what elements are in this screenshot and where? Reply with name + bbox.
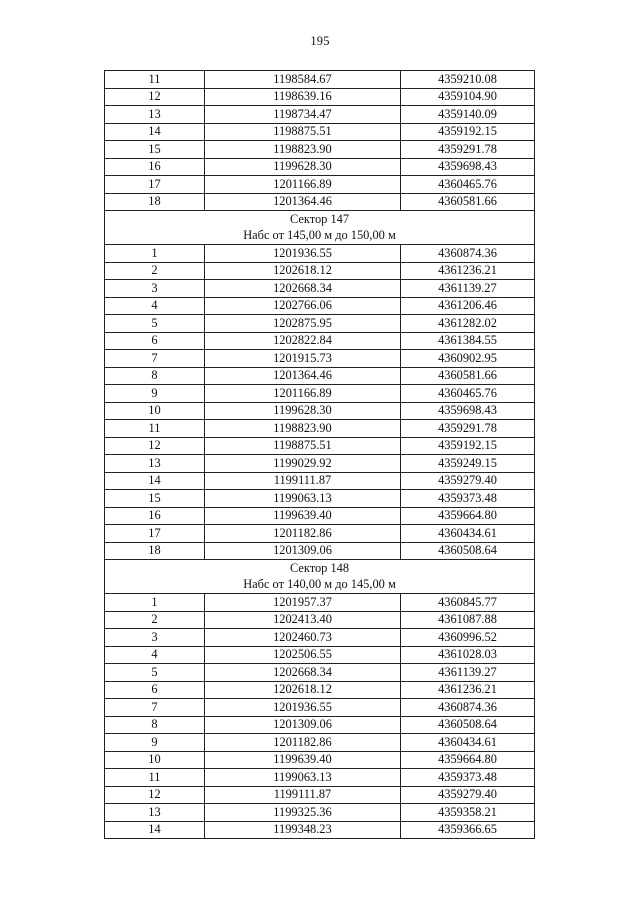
y-coordinate-cell: 4361139.27 [401,280,535,298]
table-row [105,332,535,350]
y-coordinate-cell: 4360508.64 [401,716,535,734]
table-row [105,315,535,333]
point-number-cell: 4 [105,646,205,664]
table-row [105,681,535,699]
y-coordinate-cell: 4359698.43 [401,402,535,420]
x-coordinate-cell: 1198823.90 [205,141,401,159]
x-coordinate-cell: 1199111.87 [205,472,401,490]
x-coordinate-cell: 1199628.30 [205,402,401,420]
point-number-cell: 4 [105,297,205,315]
sector-title: Сектор 147 [105,211,535,228]
y-coordinate-cell: 4359210.08 [401,71,535,89]
table-row [105,542,535,560]
x-coordinate-cell: 1198875.51 [205,437,401,455]
x-coordinate-cell: 1202413.40 [205,611,401,629]
point-number-cell: 1 [105,594,205,612]
y-coordinate-cell: 4360465.76 [401,176,535,194]
point-number-cell: 6 [105,332,205,350]
coordinates-table-body [105,71,535,839]
point-number-cell: 12 [105,437,205,455]
y-coordinate-cell: 4359291.78 [401,420,535,438]
table-row [105,507,535,525]
x-coordinate-cell: 1199639.40 [205,751,401,769]
x-coordinate-cell: 1199325.36 [205,804,401,822]
x-coordinate-cell: 1202618.12 [205,681,401,699]
x-coordinate-cell: 1202822.84 [205,332,401,350]
point-number-cell: 13 [105,804,205,822]
y-coordinate-cell: 4361139.27 [401,664,535,682]
point-number-cell: 10 [105,402,205,420]
sector-title: Сектор 148 [105,560,535,577]
y-coordinate-cell: 4360581.66 [401,367,535,385]
point-number-cell: 18 [105,542,205,560]
x-coordinate-cell: 1202460.73 [205,629,401,647]
x-coordinate-cell: 1201309.06 [205,716,401,734]
x-coordinate-cell: 1198823.90 [205,420,401,438]
point-number-cell: 11 [105,71,205,89]
y-coordinate-cell: 4359664.80 [401,751,535,769]
y-coordinate-cell: 4360508.64 [401,542,535,560]
x-coordinate-cell: 1201182.86 [205,525,401,543]
table-row [105,664,535,682]
table-row [105,472,535,490]
table-row [105,786,535,804]
point-number-cell: 14 [105,821,205,839]
point-number-cell: 9 [105,734,205,752]
table-row [105,176,535,194]
table-row [105,525,535,543]
y-coordinate-cell: 4360874.36 [401,245,535,263]
point-number-cell: 10 [105,751,205,769]
table-row [105,455,535,473]
sector-range-row [105,228,535,245]
x-coordinate-cell: 1201936.55 [205,245,401,263]
x-coordinate-cell: 1201957.37 [205,594,401,612]
x-coordinate-cell: 1198734.47 [205,106,401,124]
y-coordinate-cell: 4359140.09 [401,106,535,124]
point-number-cell: 11 [105,769,205,787]
point-number-cell: 15 [105,490,205,508]
x-coordinate-cell: 1201166.89 [205,385,401,403]
y-coordinate-cell: 4359664.80 [401,507,535,525]
table-row [105,402,535,420]
x-coordinate-cell: 1199029.92 [205,455,401,473]
table-row [105,297,535,315]
x-coordinate-cell: 1199063.13 [205,769,401,787]
x-coordinate-cell: 1202668.34 [205,280,401,298]
table-row [105,245,535,263]
table-row [105,716,535,734]
table-row [105,262,535,280]
point-number-cell: 3 [105,280,205,298]
x-coordinate-cell: 1201182.86 [205,734,401,752]
x-coordinate-cell: 1202618.12 [205,262,401,280]
y-coordinate-cell: 4360581.66 [401,193,535,211]
y-coordinate-cell: 4359249.15 [401,455,535,473]
y-coordinate-cell: 4361236.21 [401,681,535,699]
y-coordinate-cell: 4360996.52 [401,629,535,647]
point-number-cell: 7 [105,350,205,368]
x-coordinate-cell: 1199063.13 [205,490,401,508]
point-number-cell: 16 [105,158,205,176]
table-row [105,490,535,508]
point-number-cell: 16 [105,507,205,525]
table-row [105,280,535,298]
y-coordinate-cell: 4361028.03 [401,646,535,664]
table-row [105,123,535,141]
point-number-cell: 2 [105,611,205,629]
table-row [105,193,535,211]
y-coordinate-cell: 4360465.76 [401,385,535,403]
point-number-cell: 12 [105,786,205,804]
x-coordinate-cell: 1201309.06 [205,542,401,560]
table-row [105,821,535,839]
point-number-cell: 15 [105,141,205,159]
x-coordinate-cell: 1201364.46 [205,367,401,385]
point-number-cell: 18 [105,193,205,211]
point-number-cell: 17 [105,525,205,543]
table-row [105,88,535,106]
table-row [105,437,535,455]
x-coordinate-cell: 1199628.30 [205,158,401,176]
sector-header-row [105,560,535,577]
y-coordinate-cell: 4359192.15 [401,123,535,141]
point-number-cell: 14 [105,472,205,490]
y-coordinate-cell: 4360845.77 [401,594,535,612]
point-number-cell: 1 [105,245,205,263]
sector-range-row [105,577,535,594]
table-row [105,141,535,159]
point-number-cell: 6 [105,681,205,699]
y-coordinate-cell: 4359279.40 [401,472,535,490]
sector-altitude-range: Набс от 145,00 м до 150,00 м [105,228,535,245]
y-coordinate-cell: 4359291.78 [401,141,535,159]
y-coordinate-cell: 4359279.40 [401,786,535,804]
table-row [105,734,535,752]
table-row [105,629,535,647]
point-number-cell: 3 [105,629,205,647]
x-coordinate-cell: 1198639.16 [205,88,401,106]
point-number-cell: 8 [105,716,205,734]
point-number-cell: 5 [105,315,205,333]
table-row [105,699,535,717]
page-number: 195 [310,34,330,48]
x-coordinate-cell: 1202766.06 [205,297,401,315]
x-coordinate-cell: 1202875.95 [205,315,401,333]
sector-header-row [105,211,535,228]
x-coordinate-cell: 1202506.55 [205,646,401,664]
table-row [105,611,535,629]
y-coordinate-cell: 4359373.48 [401,490,535,508]
y-coordinate-cell: 4360434.61 [401,525,535,543]
table-row [105,106,535,124]
table-row [105,646,535,664]
point-number-cell: 2 [105,262,205,280]
y-coordinate-cell: 4359698.43 [401,158,535,176]
y-coordinate-cell: 4360434.61 [401,734,535,752]
point-number-cell: 9 [105,385,205,403]
table-row [105,594,535,612]
x-coordinate-cell: 1201936.55 [205,699,401,717]
y-coordinate-cell: 4361206.46 [401,297,535,315]
table-row [105,769,535,787]
y-coordinate-cell: 4361087.88 [401,611,535,629]
y-coordinate-cell: 4361384.55 [401,332,535,350]
x-coordinate-cell: 1198875.51 [205,123,401,141]
x-coordinate-cell: 1198584.67 [205,71,401,89]
y-coordinate-cell: 4361236.21 [401,262,535,280]
point-number-cell: 7 [105,699,205,717]
table-row [105,420,535,438]
x-coordinate-cell: 1199639.40 [205,507,401,525]
table-row [105,367,535,385]
x-coordinate-cell: 1201364.46 [205,193,401,211]
table-row [105,751,535,769]
coordinates-table [104,70,535,839]
x-coordinate-cell: 1201915.73 [205,350,401,368]
point-number-cell: 5 [105,664,205,682]
point-number-cell: 13 [105,106,205,124]
sector-altitude-range: Набс от 140,00 м до 145,00 м [105,577,535,594]
y-coordinate-cell: 4359366.65 [401,821,535,839]
y-coordinate-cell: 4359104.90 [401,88,535,106]
x-coordinate-cell: 1202668.34 [205,664,401,682]
point-number-cell: 13 [105,455,205,473]
point-number-cell: 11 [105,420,205,438]
table-row [105,158,535,176]
point-number-cell: 14 [105,123,205,141]
table-row [105,350,535,368]
y-coordinate-cell: 4360902.95 [401,350,535,368]
table-row [105,385,535,403]
table-row [105,71,535,89]
x-coordinate-cell: 1199111.87 [205,786,401,804]
point-number-cell: 17 [105,176,205,194]
point-number-cell: 8 [105,367,205,385]
y-coordinate-cell: 4359358.21 [401,804,535,822]
x-coordinate-cell: 1199348.23 [205,821,401,839]
y-coordinate-cell: 4359192.15 [401,437,535,455]
y-coordinate-cell: 4361282.02 [401,315,535,333]
point-number-cell: 12 [105,88,205,106]
table-row [105,804,535,822]
y-coordinate-cell: 4359373.48 [401,769,535,787]
x-coordinate-cell: 1201166.89 [205,176,401,194]
y-coordinate-cell: 4360874.36 [401,699,535,717]
